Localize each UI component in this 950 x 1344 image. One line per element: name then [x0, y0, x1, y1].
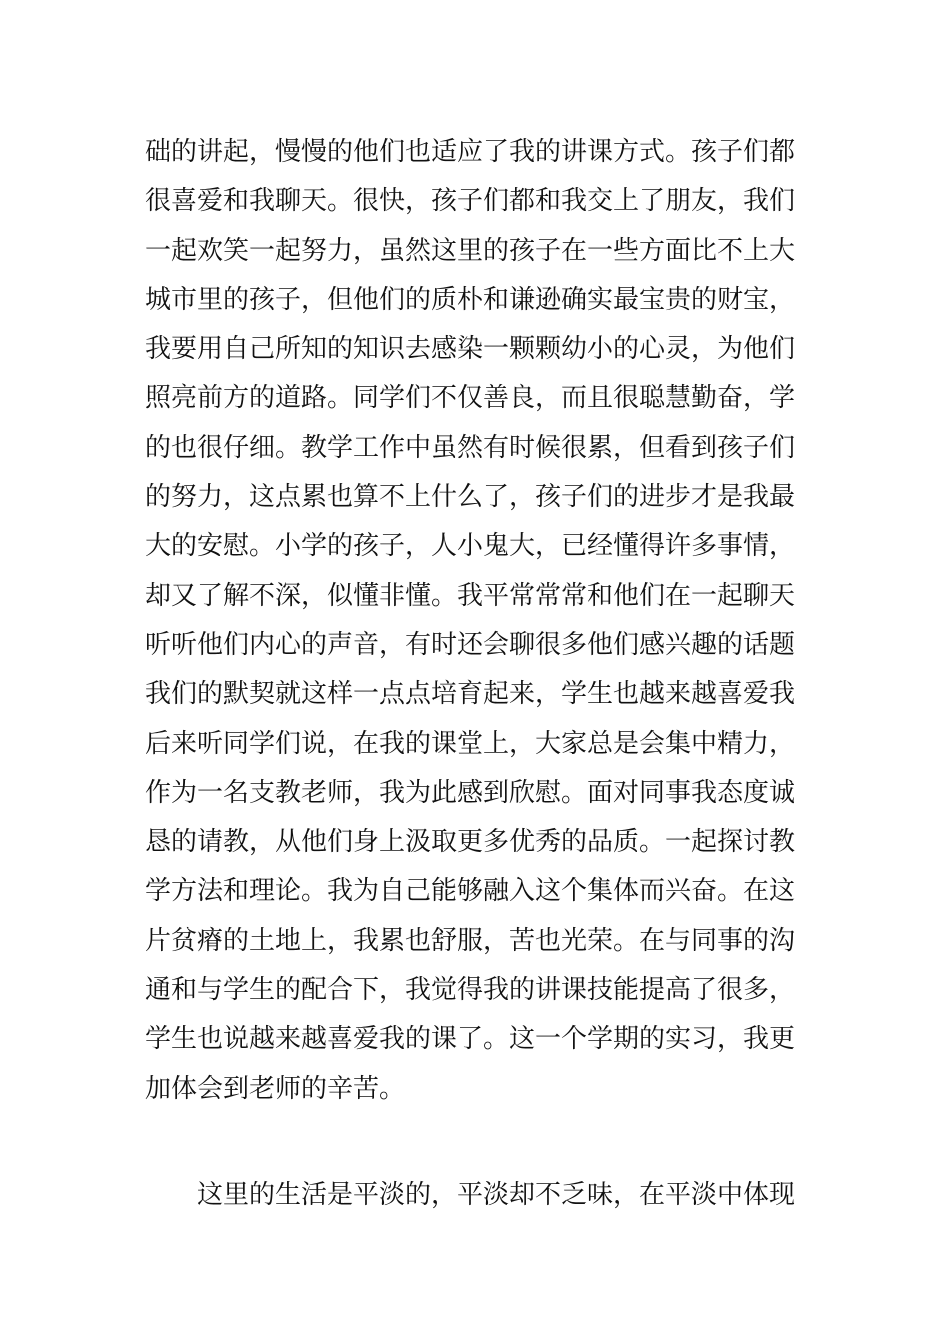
text-line: 学方法和理论。我为自己能够融入这个集体而兴奋。在这 [145, 876, 796, 907]
text-line: 城市里的孩子，但他们的质朴和谦逊确实最宝贵的财宝， [145, 284, 796, 315]
text-line: 听听他们内心的声音，有时还会聊很多他们感兴趣的话题 [145, 629, 796, 660]
text-line: 作为一名支教老师，我为此感到欣慰。面对同事我态度诚 [145, 777, 796, 808]
text-line: 础的讲起，慢慢的他们也适应了我的讲课方式。孩子们都 [145, 137, 796, 167]
text-line: 加体会到老师的辛苦。 [145, 1073, 406, 1104]
text-line: 很喜爱和我聊天。很快，孩子们都和我交上了朋友，我们 [145, 186, 796, 217]
text-line: 一起欢笑一起努力，虽然这里的孩子在一些方面比不上大 [145, 235, 796, 266]
text-line: 的努力，这点累也算不上什么了，孩子们的进步才是我最 [145, 482, 796, 513]
text-line: 却又了解不深，似懂非懂。我平常常常和他们在一起聊天 [145, 580, 796, 611]
text-line: 我要用自己所知的知识去感染一颗颗幼小的心灵，为他们 [145, 334, 796, 365]
text-line: 片贫瘠的土地上，我累也舒服，苦也光荣。在与同事的沟 [145, 925, 796, 956]
text-line: 的也很仔细。教学工作中虽然有时候很累，但看到孩子们 [145, 432, 796, 463]
paragraph-1 [145, 128, 815, 1114]
text-line: 后来听同学们说，在我的课堂上，大家总是会集中精力， [145, 728, 796, 759]
text-line: 我们的默契就这样一点点培育起来，学生也越来越喜爱我 [145, 679, 796, 710]
paragraph-2 [145, 1171, 815, 1220]
text-line: 恳的请教，从他们身上汲取更多优秀的品质。一起探讨教 [145, 827, 796, 858]
text-line: 通和与学生的配合下，我觉得我的讲课技能提高了很多， [145, 975, 796, 1006]
text-line: 学生也说越来越喜爱我的课了。这一个学期的实习，我更 [145, 1024, 796, 1055]
text-line: 大的安慰。小学的孩子，人小鬼大，已经懂得许多事情， [145, 531, 796, 562]
text-line: 这里的生活是平淡的，平淡却不乏味，在平淡中体现 [197, 1180, 796, 1210]
text-line: 照亮前方的道路。同学们不仅善良，而且很聪慧勤奋，学 [145, 383, 796, 414]
